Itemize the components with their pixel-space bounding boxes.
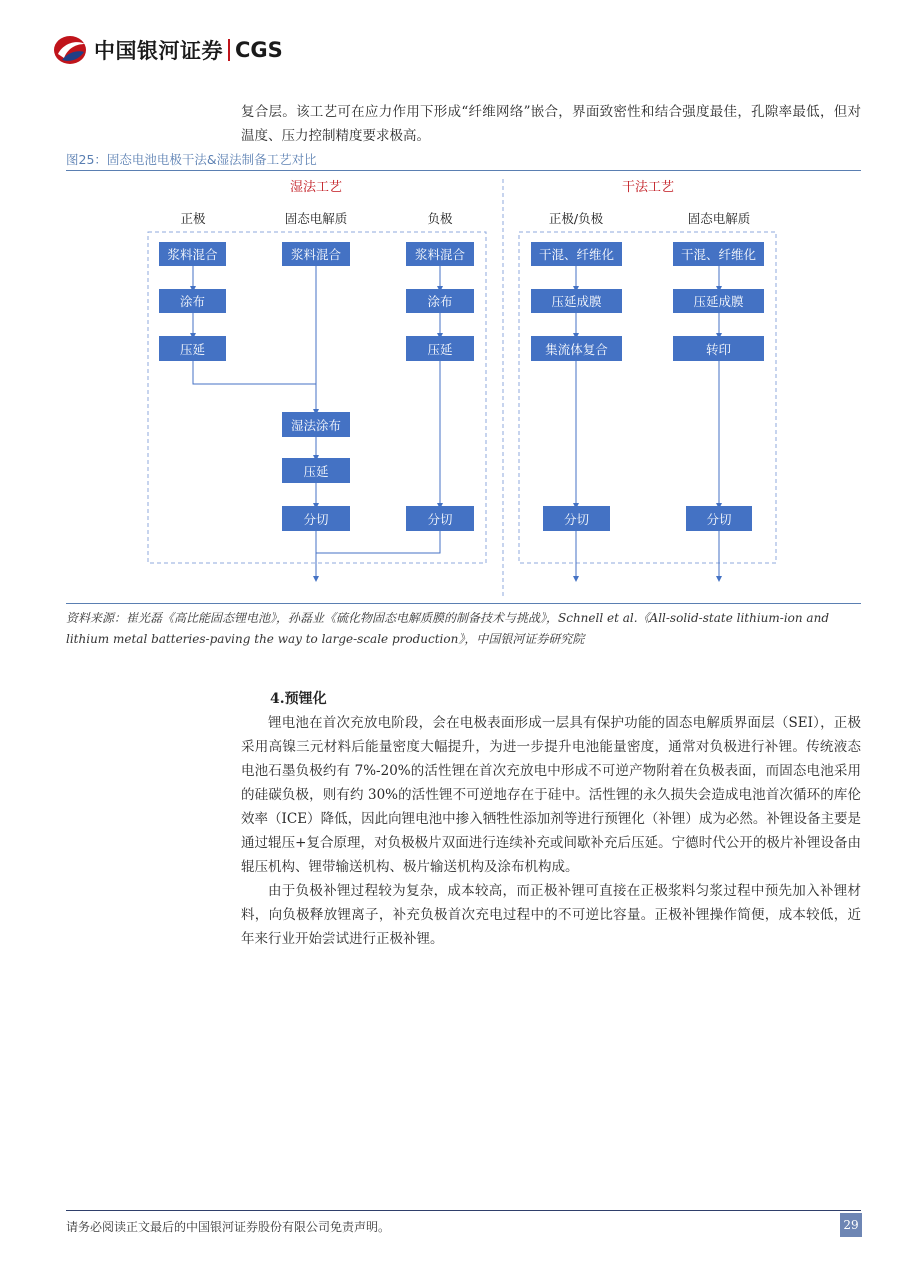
company-logo xyxy=(52,34,283,66)
dry-electrode-step-box: 压延成膜 xyxy=(531,289,622,313)
dry-electrode-step-box: 集流体复合 xyxy=(531,336,622,361)
wet-cathode-step-box: 浆料混合 xyxy=(159,242,226,266)
wet-merged-step-box: 分切 xyxy=(282,506,350,531)
dry-electrode-step-box: 分切 xyxy=(543,506,610,531)
wet-cathode-step-box: 压延 xyxy=(159,336,226,361)
galaxy-logo-icon xyxy=(52,34,88,66)
body-paragraph: 锂电池在首次充放电阶段，会在电极表面形成一层具有保护功能的固态电解质界面层（SEI），正极采用高镍三元材料后能量密度大幅提升，为进一步提升电池能量密度，通常对负极进行补锂。传统液态电池石墨负极约有 7%-20%的活性锂在首次充放电中形成不可逆产物附着在负极表面，而固态电池采用的硅碳负极，则有约 30%的活性锂不可逆地存在于硅中。活性锂的永久损失会造成电池首次循环的库伦效率（ICE）降低，因此向锂电池中掺入牺牲性添加剂等进行预锂化（补锂）成为必然。补锂设备主要是通过辊压+复合原理，对负极极片双面进行连续补充或间歇补充后压延。宁德时代公开的极片补锂设备由辊压机构、锂带输送机构、极片输送机构及涂布机构成。 xyxy=(241,715,861,875)
wet-column-electrolyte: 固态电解质 xyxy=(284,211,348,226)
diagram-connectors xyxy=(66,171,861,601)
wet-anode-step-box: 涂布 xyxy=(406,289,474,313)
dry-electrolyte-step-box: 转印 xyxy=(673,336,764,361)
dry-process-heading: 干法工艺 xyxy=(621,180,675,195)
dry-electrolyte-step-box: 干混、纤维化 xyxy=(673,242,764,266)
wet-anode-step-box: 压延 xyxy=(406,336,474,361)
wet-anode-step-box: 浆料混合 xyxy=(406,242,474,266)
footer-disclaimer: 请务必阅读正文最后的中国银河证券股份有限公司免责声明。 xyxy=(66,1220,391,1234)
wet-column-anode: 负极 xyxy=(427,211,453,226)
wet-anode-cut-box: 分切 xyxy=(406,506,474,531)
wet-process-heading: 湿法工艺 xyxy=(289,180,343,195)
wet-cathode-step-box: 涂布 xyxy=(159,289,226,313)
logo-chinese-name: 中国银河证券 xyxy=(94,39,223,63)
section-heading: 4.预锂化 xyxy=(270,691,327,707)
wet-merged-step-box: 压延 xyxy=(282,458,350,483)
dry-electrolyte-step-box: 分切 xyxy=(686,506,752,531)
page-number: 29 xyxy=(840,1213,862,1237)
footer-rule xyxy=(66,1210,861,1211)
dry-electrode-step-box: 干混、纤维化 xyxy=(531,242,622,266)
figure-source-note: 资料来源：崔光磊《高比能固态锂电池》，孙磊业《硫化物固态电解质膜的制备技术与挑战》，Schnell et al.《All-solid-state lithium-ion and lithium metal batteries-paving the way to large-scale production》，中国银河证券研究院 xyxy=(66,611,829,646)
logo-english-name: CGS xyxy=(235,38,283,62)
dry-column-electrolyte: 固态电解质 xyxy=(687,211,751,226)
logo-divider xyxy=(228,39,230,61)
figure-title: 图25：固态电池电极干法&湿法制备工艺对比 xyxy=(66,152,317,167)
body-paragraph: 由于负极补锂过程较为复杂，成本较高，而正极补锂可直接在正极浆料匀浆过程中预先加入补锂材料，向负极释放锂离子，补充负极首次充电过程中的不可逆比容量。正极补锂操作简便，成本较低，近年来行业开始尝试进行正极补锂。 xyxy=(241,883,861,947)
intro-paragraph: 复合层。该工艺可在应力作用下形成“纤维网络”嵌合，界面致密性和结合强度最佳，孔隙率最低，但对温度、压力控制精度要求极高。 xyxy=(241,104,861,144)
figure-bottom-rule xyxy=(66,603,861,604)
wet-column-cathode: 正极 xyxy=(180,211,206,226)
wet-merged-step-box: 湿法涂布 xyxy=(282,412,350,437)
dry-electrolyte-step-box: 压延成膜 xyxy=(673,289,764,313)
dry-column-electrode: 正极/负极 xyxy=(548,211,604,226)
wet-electrolyte-step-box: 浆料混合 xyxy=(282,242,350,266)
process-diagram xyxy=(66,171,861,601)
